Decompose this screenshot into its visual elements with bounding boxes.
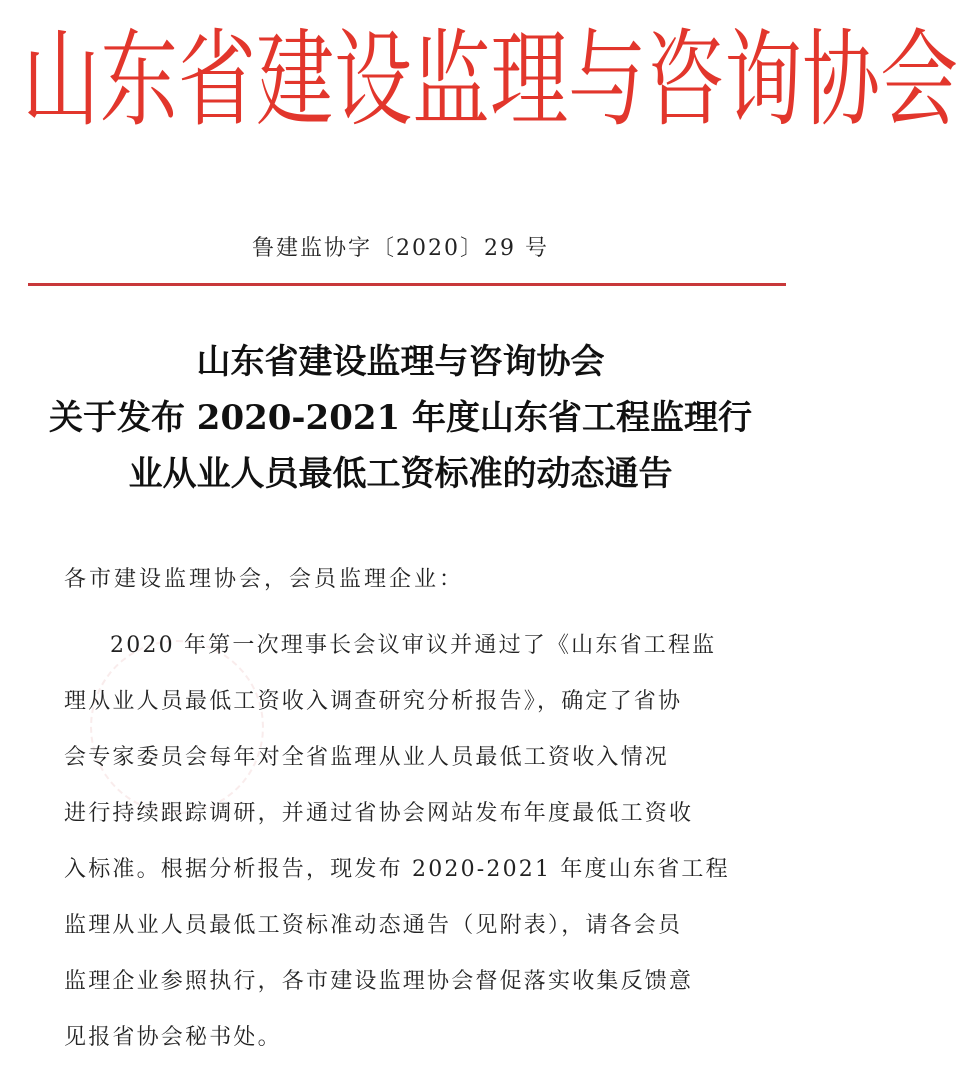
masthead-org-name (22, 20, 958, 142)
masthead-char: 东 (100, 20, 179, 142)
title-line: 关于发布 2020-2021 年度山东省工程监理行 (48, 398, 753, 438)
masthead-char: 询 (724, 20, 803, 142)
masthead-char: 协 (802, 20, 881, 142)
masthead-char: 省 (178, 20, 257, 142)
body-paragraph (64, 618, 764, 1066)
masthead-char: 设 (334, 20, 413, 142)
title-line: 业从业人员最低工资标准的动态通告 (128, 454, 673, 494)
masthead-char: 会 (880, 20, 958, 142)
masthead-char: 与 (568, 20, 647, 142)
body-line: 2020 年第一次理事长会议审议并通过了《山东省工程监 (110, 633, 717, 658)
red-divider-rule (28, 283, 786, 286)
masthead-char: 山 (22, 20, 101, 142)
document-number: 鲁建监协字〔2020〕29 号 (252, 236, 549, 261)
body-line: 会专家委员会每年对全省监理从业人员最低工资收入情况 (64, 745, 670, 770)
masthead-char: 理 (490, 20, 569, 142)
body-line: 理从业人员最低工资收入调查研究分析报告》，确定了省协 (64, 689, 683, 714)
salutation: 各市建设监理协会，会员监理企业： (64, 567, 465, 592)
masthead-char: 监 (412, 20, 491, 142)
body-line: 见报省协会秘书处。 (64, 1025, 282, 1050)
body-line: 进行持续跟踪调研，并通过省协会网站发布年度最低工资收 (64, 801, 694, 826)
body-line: 监理企业参照执行，各市建设监理协会督促落实收集反馈意 (64, 969, 694, 994)
notice-title (0, 334, 801, 502)
body-line: 入标准。根据分析报告，现发布 2020-2021 年度山东省工程 (64, 857, 730, 882)
body-line: 监理从业人员最低工资标准动态通告（见附表），请各会员 (64, 913, 683, 938)
title-line: 山东省建设监理与咨询协会 (196, 342, 605, 382)
masthead-char: 咨 (646, 20, 725, 142)
masthead-char: 建 (256, 20, 335, 142)
